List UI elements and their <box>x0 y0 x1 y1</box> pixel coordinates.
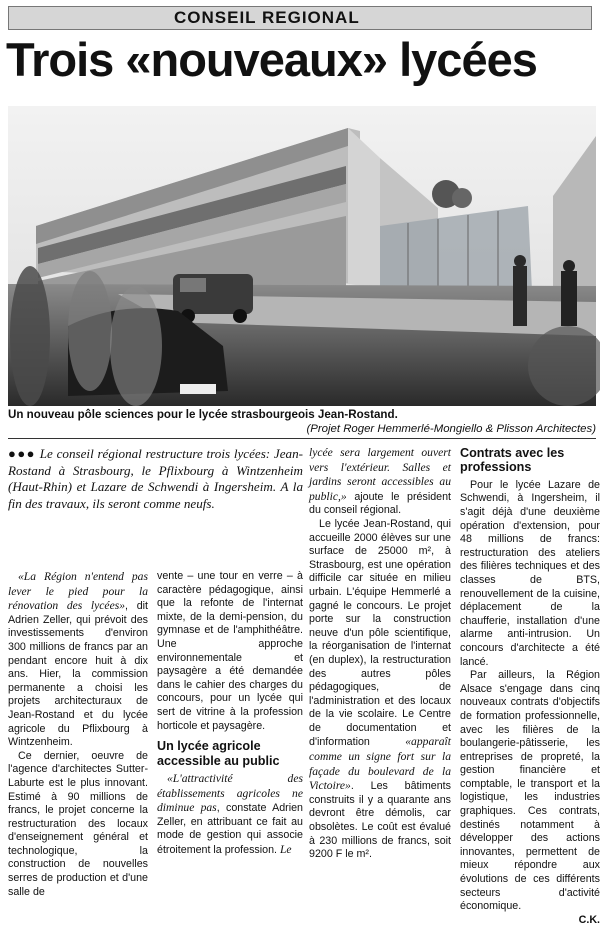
lead-text: Le conseil régional restructure trois lycées: Jean-Rostand à Strasbourg, le Pflixbourg à Wintzenheim (Haut-Rhin) et Lazare de Schwendi à Ingersheim. A la fin des travaux, ils seront comme neufs. <box>8 446 303 511</box>
col3-paragraph-1 <box>309 446 451 518</box>
article-column-2 <box>157 570 303 858</box>
col2-text: , constate Adrien Zeller, en attribuant ce fait au mode de gestion qui associe étroitement la profession. <box>157 802 303 856</box>
architectural-rendering-photo <box>8 106 596 406</box>
headline: Trois «nouveaux» lycées <box>6 33 537 86</box>
lead-bullets: ●●● <box>8 446 36 461</box>
photo-credit: (Projet Roger Hemmerlé-Mongiello & Plisson Architectes) <box>306 423 596 435</box>
subheading-agricultural-lycee: Un lycée agricole accessible au public <box>157 739 280 768</box>
col4-paragraph-2: Par ailleurs, la Région Alsace s'engage dans cinq nouveaux contrats d'objectifs de formation professionnelle, avec les filières de la boulangerie-pâtisserie, les entreprises de propreté, la gestion financière et comptable, le transport et la logistique, les industries graphiques. Ces contrats, destinés notamment à développer des actions innovantes, permettent de mieux répondre aux évolutions de ces différents secteurs d'activité économique. <box>460 669 600 913</box>
author-signature: C.K. <box>578 913 600 926</box>
col3-quote-2: «apparaît comme un signe fort sur la façade du boulevard de la Victoire» <box>309 735 451 793</box>
subheading-contracts: Contrats avec les professions <box>460 446 565 475</box>
col3-text: ajoute le président du conseil régional. <box>309 490 451 517</box>
col3-text-b: . Les bâtiments construits il y a quarante ans devront être démolis, car obsolètes. Le coût est évalué à 230 millions de francs, soit 9200 F le m². <box>309 780 451 861</box>
col3-text-a: Le lycée Jean-Rostand, qui accueille 2000 élèves sur une surface de 25000 m², à Strasbourg, est une opération difficile car située en milieu urbain. L'équipe Hemmerlé a gagné le concours. Le projet porte sur la construction neuve d'un pôle scientifique, la réorganisation de l'internat (en duplex), la restructuration des autres pôles pédagogiques, de l'administration et des locaux de la vie scolaire. Le Centre de documentation et d'information <box>309 517 451 749</box>
col3-quote: lycée sera largement ouvert vers l'extérieur. Salles et jardins seront accessibles au public,» <box>309 446 451 503</box>
article-column-3 <box>309 446 451 862</box>
article-column-1 <box>8 570 148 899</box>
caption-divider <box>8 438 596 439</box>
col2-quote: «L'attractivité des établissements agricoles ne diminue pas <box>157 771 303 815</box>
section-kicker: CONSEIL REGIONAL <box>8 6 592 30</box>
col1-paragraph-2: Ce dernier, oeuvre de l'agence d'architectes Sutter-Laburte est le plus innovant. Estimé à 90 millions de francs, le projet concerne la restructuration des locaux d'enseignement général et technologique, la construction de nouvelles serres de production et d'une salle de <box>8 749 148 898</box>
col1-paragraph-1 <box>8 570 148 750</box>
col1-text: , dit Adrien Zeller, qui prévoit des investissements d'environ 300 millions de francs par an pendant encore huit à dix ans. Hier, la commission permanente a choisi les projets architecturaux de Jean-Rostand et du lycée agricole du Pflixbourg à Wintzenheim. <box>8 600 148 749</box>
col2-quote-tail: Le <box>279 842 292 856</box>
col2-paragraph-1: vente – une tour en verre – à caractère pédagogique, ainsi que la refonte de l'internat mixte, de la demi-pension, du gymnase et de l'amphithéâtre. Une approche environnementale et paysagère a été demandée dans le cahier des charges du concours, pour un lycée qui sert de vitrine à la profession horticole et paysagère. <box>157 570 303 732</box>
col4-paragraph-1: Pour le lycée Lazare de Schwendi, à Ingersheim, il s'agit déjà d'une deuxième opération d'extension, pour 48 millions de francs: restructuration des ateliers des filières techniques et des classes de BTS, renouvellement de la cuisine, déplacement de la chaufferie, installation d'une alarme anti-intrusion. Un concours d'architecte a été lancé. <box>460 478 600 668</box>
col2-paragraph-2 <box>157 772 303 858</box>
lead-paragraph <box>8 446 303 512</box>
col3-paragraph-2 <box>309 518 451 862</box>
photo-caption: Un nouveau pôle sciences pour le lycée strasbourgeois Jean-Rostand. <box>8 408 398 421</box>
article-column-4 <box>460 446 600 927</box>
col1-quote: «La Région n'entend pas lever le pied pour la rénovation des lycées» <box>8 570 148 613</box>
